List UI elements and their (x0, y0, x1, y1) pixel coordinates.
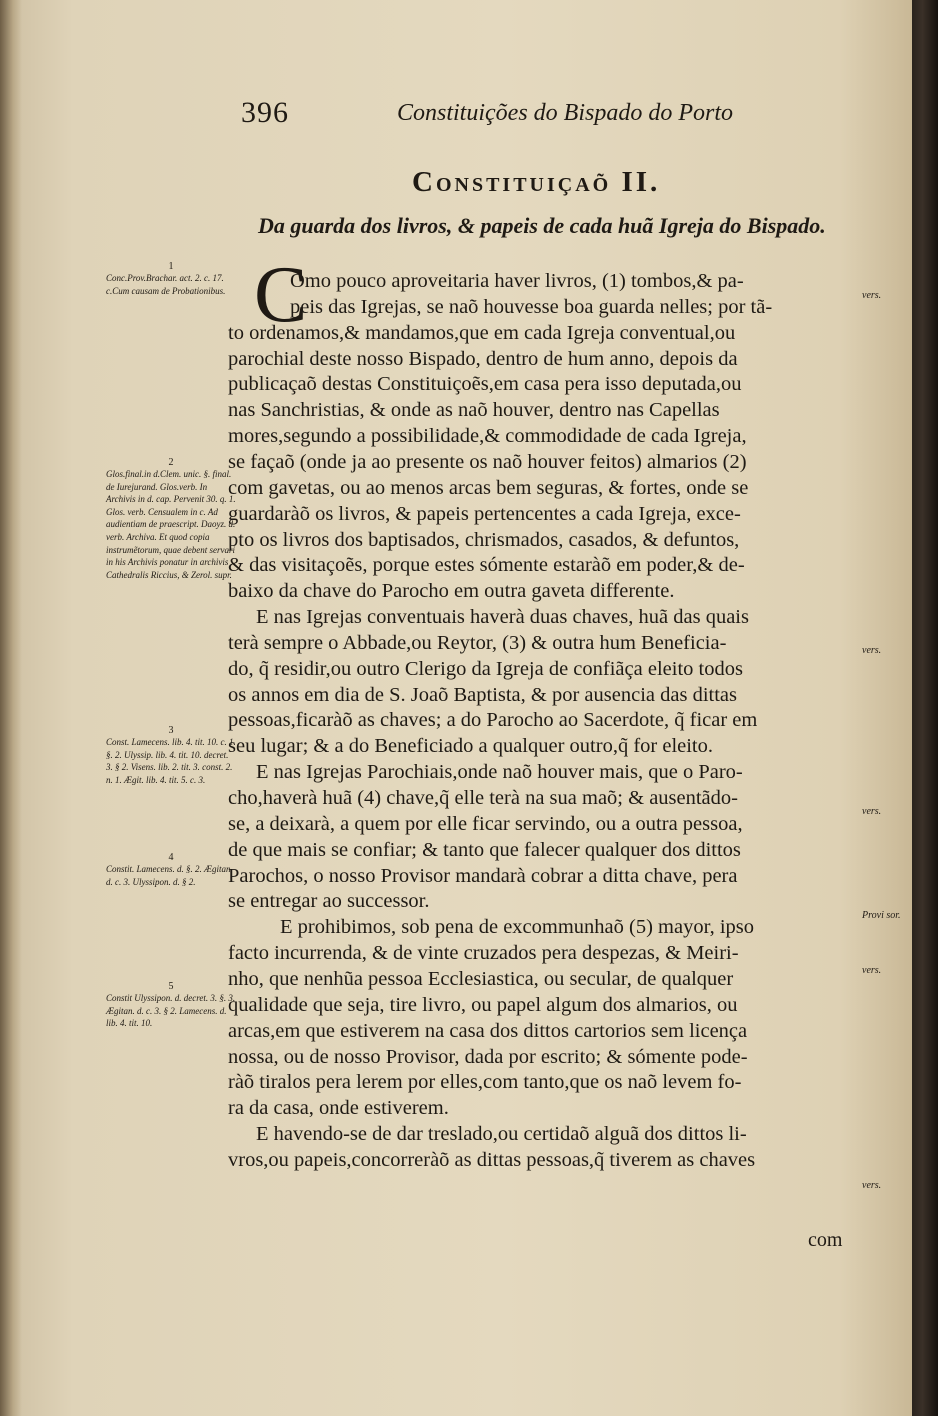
section-heading: Constituiçaõ II. (412, 166, 661, 198)
text-line: facto incurrenda, & de vinte cruzados pera despezas, & Meiri- (228, 942, 739, 965)
running-title: Constituições do Bispado do Porto (397, 100, 733, 126)
text-line: baixo da chave do Parocho em outra gaveta differente. (228, 580, 675, 603)
text-line: pessoas,ficaràõ as chaves; a do Parocho ao Sacerdote, q̃ ficar em (228, 709, 758, 732)
text-line: nossa, ou de nosso Provisor, dada por escrito; & sómente pode- (228, 1045, 748, 1068)
text-line: E nas Igrejas Parochiais,onde naõ houver mais, que o Paro- (256, 761, 743, 784)
text-line: se, a deixarà, a quem por elle ficar servindo, ou a outra pessoa, (228, 812, 743, 835)
text-line: pto os livros dos baptisados, chrismados, casados, & defuntos, (228, 528, 740, 551)
section-subtitle: Da guarda dos livros, & papeis de cada huã Igreja do Bispado. (258, 213, 826, 238)
margin-note-1 (106, 262, 236, 297)
text-line: do, q̃ residir,ou outro Clerigo da Igreja de confiãça eleito todos (228, 657, 743, 680)
note-number: 5 (168, 981, 174, 992)
text-line: to ordenamos,& mandamos,que em cada Igreja conventual,ou (228, 321, 736, 344)
right-margin-note: Provi sor. (862, 910, 901, 921)
page-gutter-shadow (0, 0, 22, 1416)
text-line: & das visitaçoẽs, porque estes sómente estaràõ em poder,& de- (228, 554, 745, 577)
text-line: ra da casa, onde estiverem. (228, 1097, 449, 1120)
note-text: Constit Ulyssipon. d. decret. 3. §. 3. Ægitan. d. c. 3. § 2. Lamecens. d. lib. 4. tit. 10. (106, 993, 236, 1029)
note-text: Glos.final.in d.Clem. unic. §. final. de Iurejurand. Glos.verb. In Archivis in d. cap. Pervenit 30. q. 1. Glos. verb. Censualem in c. Ad audientiam de praescript. Daoyz. d. verb. Archiva. Et quod copia instrumẽtorum, quae debent servari in his Archivis ponatur in archivis Cathedralis Riccius, & Zerol. supr. (106, 469, 236, 580)
text-line: Omo pouco aproveitaria haver livros, (1) tombos,& pa- (290, 270, 744, 292)
text-line: peis das Igrejas, se naõ houvesse boa guarda nelles; por tã- (290, 295, 773, 318)
text-line: os annos em dia de S. Joaõ Baptista, & por ausencia das dittas (228, 683, 737, 706)
margin-note-4 (106, 853, 236, 888)
page-number: 396 (241, 96, 289, 129)
text-line: terà sempre o Abbade,ou Reytor, (3) & outra hum Beneficia- (228, 631, 727, 654)
text-line: publicaçaõ destas Constituiçoẽs,em casa pera isso deputada,ou (228, 373, 742, 396)
right-margin-note: vers. (862, 965, 882, 976)
text-line: ràõ tiralos pera lerem por elles,com tanto,que os naõ levem fo- (228, 1071, 742, 1094)
page-header (235, 96, 795, 136)
text-line: qualidade que seja, tire livro, ou papel algum dos almarios, ou (228, 993, 738, 1016)
text-line: cho,haverà huã (4) chave,q̃ elle terà na sua maõ; & ausentãdo- (228, 787, 738, 809)
note-number: 1 (168, 261, 174, 272)
text-line: se entregar ao successor. (228, 890, 430, 913)
right-margin-note: vers. (862, 290, 882, 301)
margin-note-2 (106, 458, 236, 581)
note-number: 2 (168, 457, 174, 468)
drop-cap: C (254, 251, 308, 339)
text-line: vros,ou papeis,concorreràõ as dittas pessoas,q̃ tiverem as chaves (228, 1148, 756, 1171)
book-edge (912, 0, 938, 1416)
text-line: nho, que nenhũa pessoa Ecclesiastica, ou secular, de qualquer (228, 967, 734, 990)
right-margin-note: vers. (862, 645, 882, 656)
margin-note-3 (106, 726, 236, 786)
text-line: arcas,em que estiverem na casa dos dittos cartorios sem licença (228, 1019, 748, 1042)
text-line: Parochos, o nosso Provisor mandarà cobrar a ditta chave, pera (228, 864, 738, 887)
text-line: nas Sanchristias, & onde as naõ houver, dentro nas Capellas (228, 399, 720, 422)
right-margin-note: vers. (862, 806, 882, 817)
text-line: se façaõ (onde ja ao presente os naõ houver feitos) almarios (2) (228, 450, 747, 473)
text-line: E nas Igrejas conventuais haverà duas chaves, huã das quais (256, 606, 749, 629)
text-line: E havendo-se de dar treslado,ou certidaõ alguã dos dittos li- (256, 1123, 747, 1146)
text-line: seu lugar; & a do Beneficiado a qualquer outro,q̃ for eleito. (228, 735, 714, 758)
text-line: mores,segundo a possibilidade,& commodidade de cada Igreja, (228, 425, 747, 448)
note-number: 4 (168, 852, 174, 863)
text-line: parochial deste nosso Bispado, dentro de hum anno, depois da (228, 347, 738, 370)
margin-note-5 (106, 982, 236, 1030)
text-line: de que mais se confiar; & tanto que falecer qualquer dos dittos (228, 838, 741, 861)
text-line: E prohibimos, sob pena de excommunhaõ (5) mayor, ipso (280, 916, 755, 939)
right-margin-note: vers. (862, 1180, 882, 1191)
note-text: Conc.Prov.Brachar. act. 2. c. 17. c.Cum causam de Probationibus. (106, 273, 226, 296)
note-number: 3 (168, 725, 174, 736)
note-text: Const. Lamecens. lib. 4. tit. 10. c. 1. §. 2. Ulyssip. lib. 4. tit. 10. decret. 3. § 2. Visens. lib. 2. tit. 3. const. 2. n. 1. Ægit. lib. 4. tit. 5. c. 3. (106, 737, 236, 785)
catchword: com (808, 1229, 843, 1251)
text-line: com gavetas, ou ao menos arcas bem seguras, & fortes, onde se (228, 476, 749, 499)
note-text: Constit. Lamecens. d. §. 2. Ægitan. d. c. 3. Ulyssipon. d. § 2. (106, 864, 233, 887)
text-line: guardaràõ os livros, & papeis pertencentes a cada Igreja, exce- (228, 502, 741, 525)
